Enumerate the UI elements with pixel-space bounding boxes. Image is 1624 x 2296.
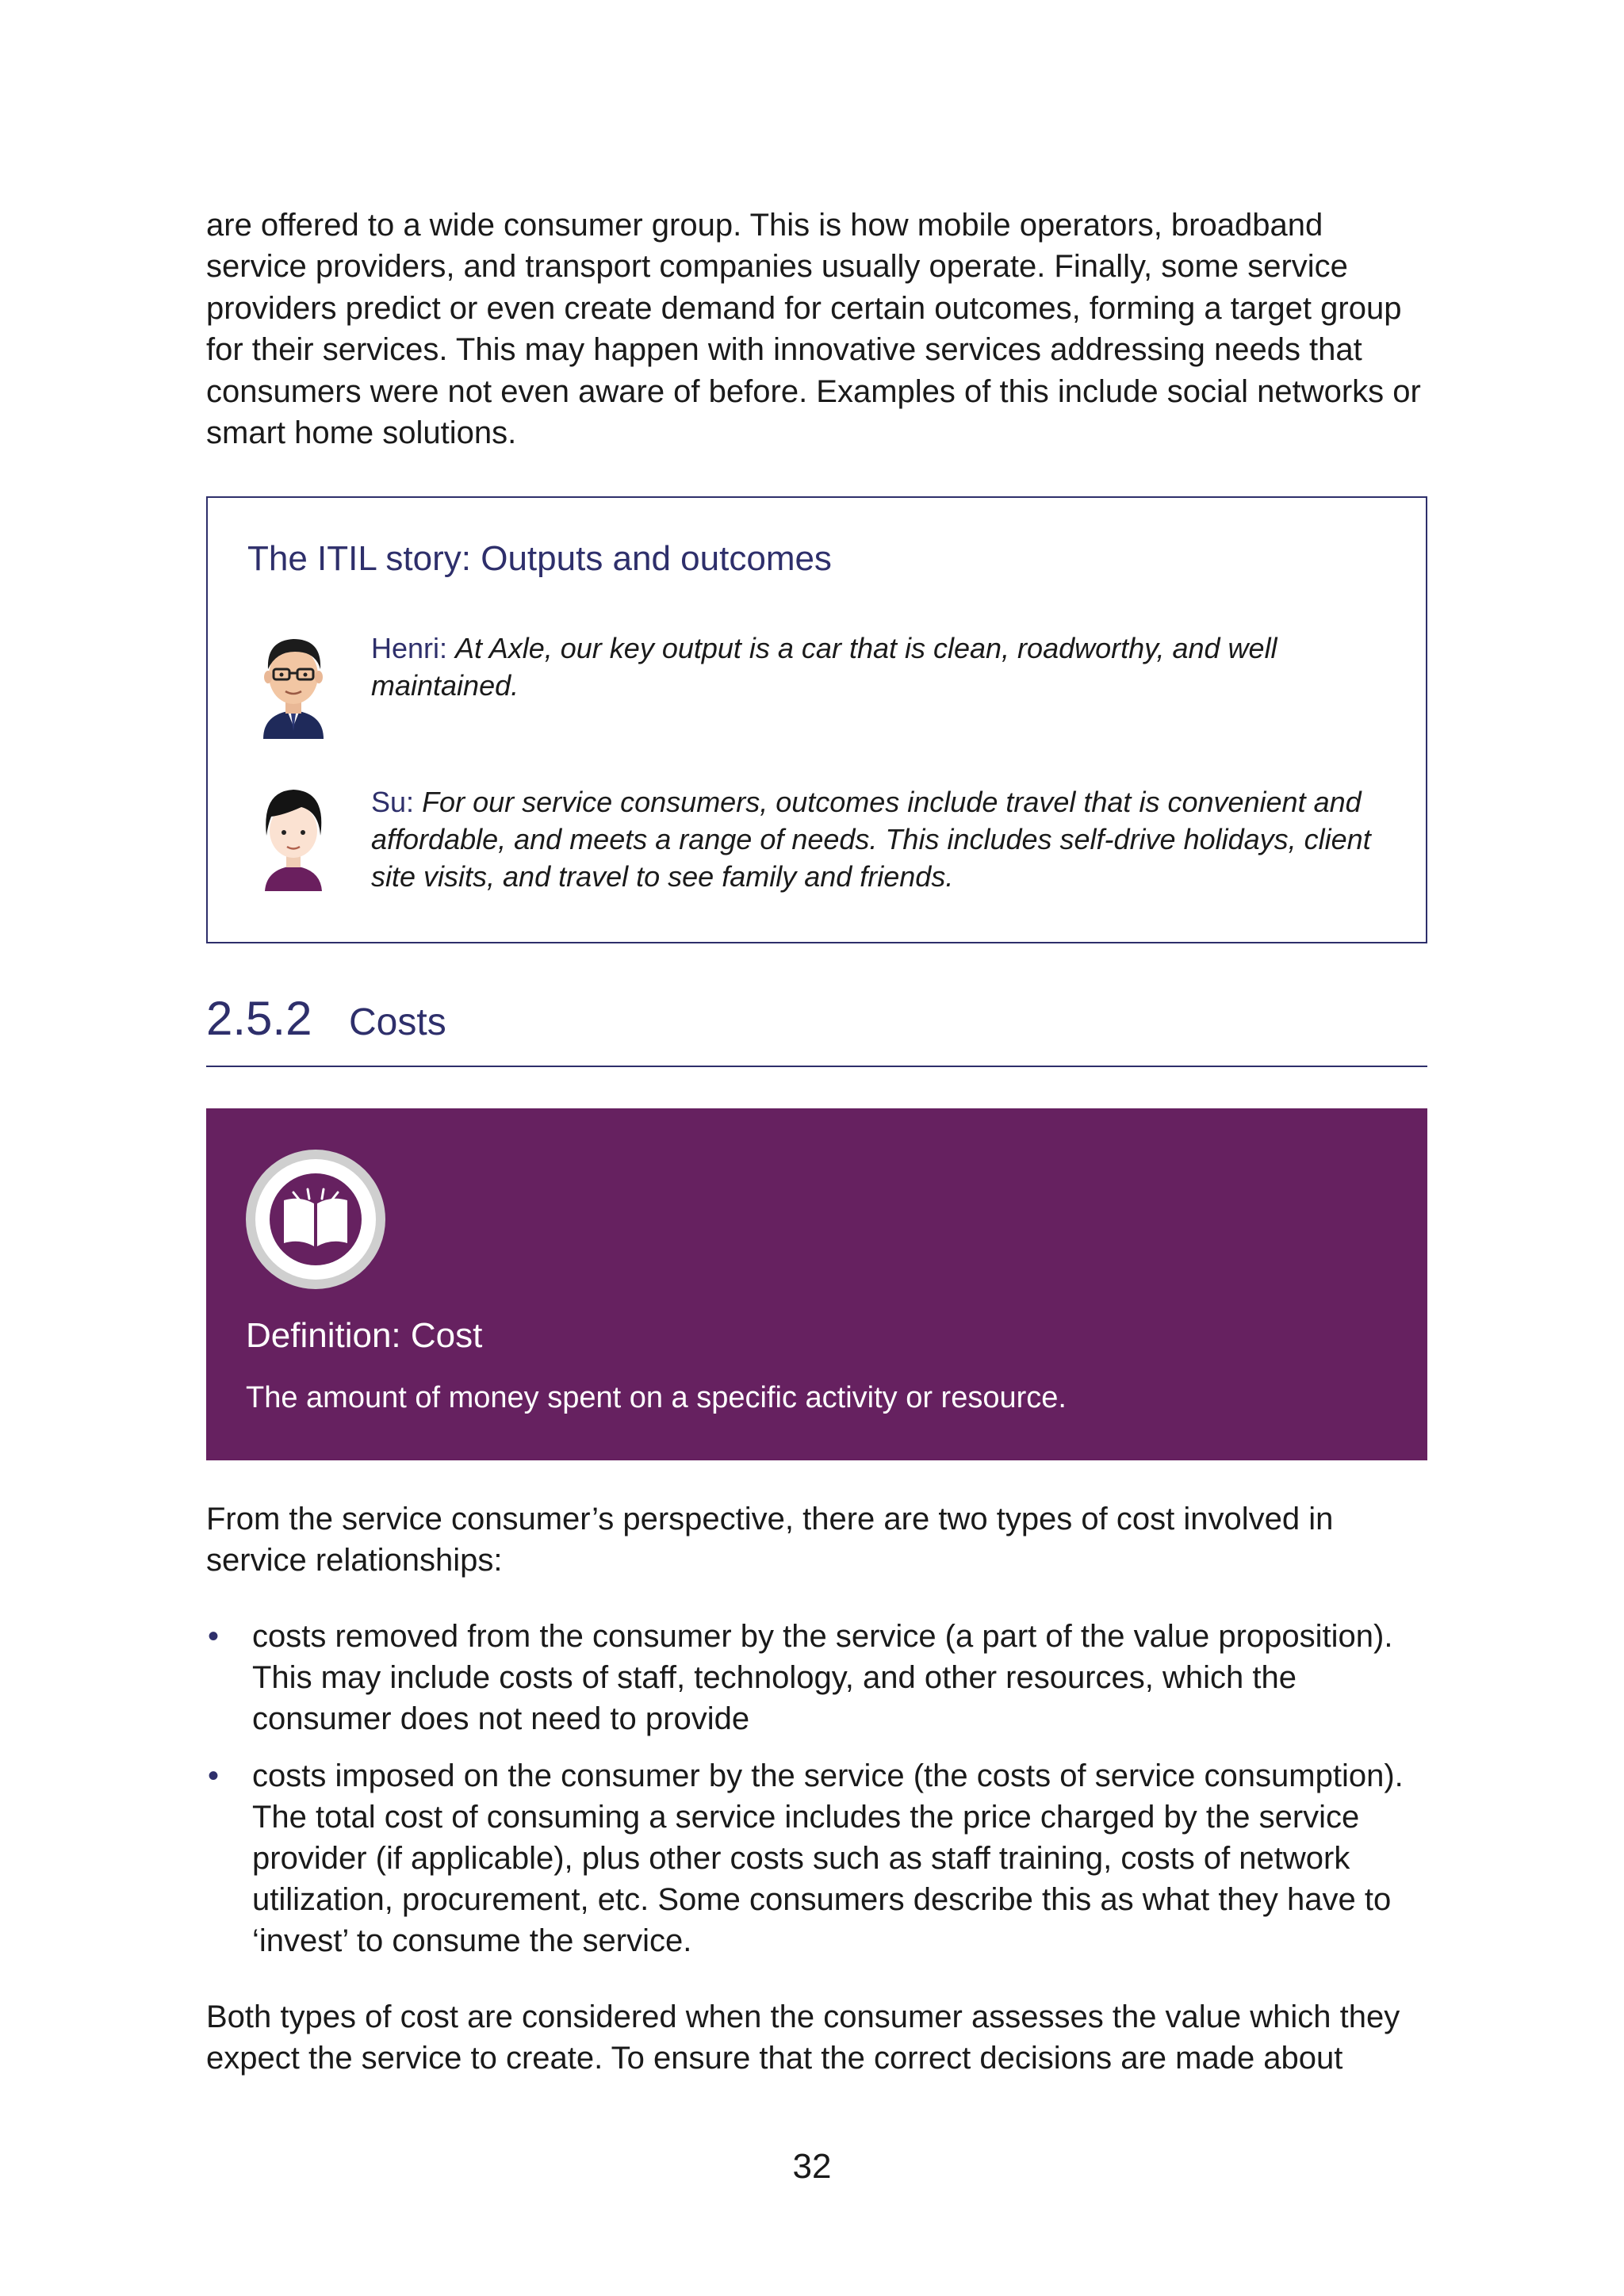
definition-text: The amount of money spent on a specific activity or resource. [246, 1381, 1067, 1414]
su-quote [371, 783, 1402, 895]
section-heading [206, 991, 1427, 1067]
speaker-name: Su: [371, 786, 415, 818]
story-title: The ITIL story: Outputs and outcomes [247, 539, 832, 578]
body-paragraph: Both types of cost are considered when the consumer assesses the value which they expect the service to create. To ensure that the correct decisions are made about [206, 1999, 1400, 2076]
section-title: Costs [349, 1001, 446, 1043]
speaker-name: Henri: [371, 632, 448, 664]
definition-box [206, 1108, 1427, 1460]
section-number: 2.5.2 [206, 992, 312, 1045]
woman-avatar-icon [252, 780, 335, 891]
definition-title: Definition: Cost [246, 1316, 483, 1355]
cost-types-list [206, 1616, 1427, 1977]
list-item [206, 1616, 1427, 1739]
list-item [206, 1755, 1427, 1961]
list-item-text: costs imposed on the consumer by the service (the costs of service consumption). The total cost of consuming a service includes the price charged by the service provider (if applicable), plus other costs such as staff training, costs of network utilization, procurement, etc. Some consumers describe this as what they have to ‘invest’ to consume the service. [252, 1758, 1404, 1958]
bullet-icon: • [208, 1619, 220, 1654]
man-with-glasses-avatar-icon [252, 628, 335, 739]
list-item-text: costs removed from the consumer by the service (a part of the value proposition). This may include costs of staff, technology, and other resources, which the consumer does not need to provide [252, 1619, 1393, 1736]
bullet-icon: • [208, 1758, 220, 1793]
quote-text: For our service consumers, outcomes include travel that is convenient and affordable, and meets a range of needs. This includes self-drive holidays, client site visits, and travel to see family and friends. [371, 786, 1371, 893]
itil-story-box [206, 496, 1427, 943]
body-paragraph: From the service consumer’s perspective, there are two types of cost involved in service relationships: [206, 1502, 1334, 1578]
intro-paragraph: are offered to a wide consumer group. This is how mobile operators, broadband service providers, and transport companies usually operate. Finally, some service providers predict or even create demand for certain outcomes, forming a target group for their services. This may happen with innovative services addressing needs that consumers were not even aware of before. Examples of this include social networks or smart home solutions. [206, 208, 1421, 451]
page-number: 32 [792, 2147, 832, 2186]
henri-quote [371, 629, 1402, 704]
quote-text: At Axle, our key output is a car that is clean, roadworthy, and well maintained. [371, 632, 1277, 702]
open-book-icon [244, 1148, 387, 1291]
